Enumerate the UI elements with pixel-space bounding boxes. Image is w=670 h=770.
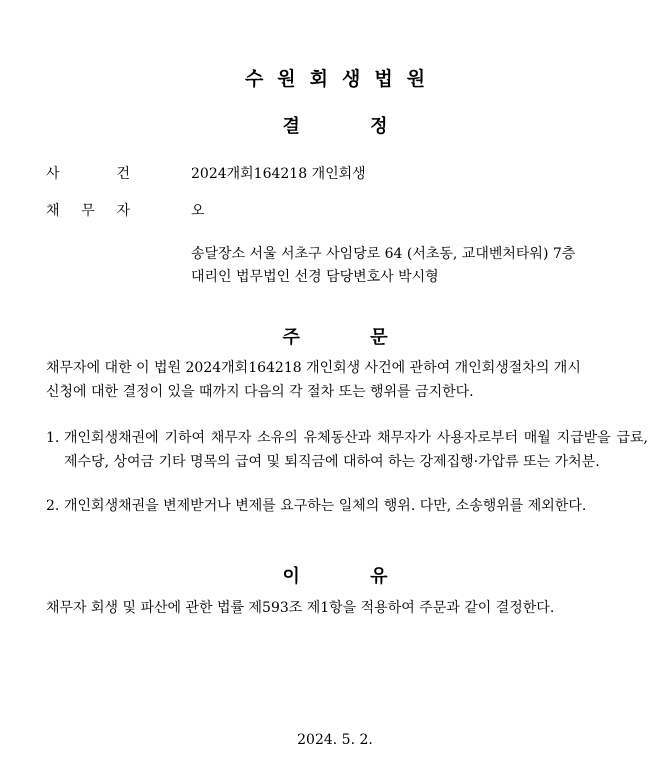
decision-title-right: 정 xyxy=(370,116,388,137)
case-label-char: 사 xyxy=(46,166,60,182)
debtor-label-char: 자 xyxy=(116,203,130,219)
order-heading-right: 문 xyxy=(370,327,388,348)
order-item-1 xyxy=(46,426,648,474)
reason-text: 채무자 회생 및 파산에 관한 법률 제593조 제1항을 적용하여 주문과 같이 결정한다. xyxy=(46,600,555,616)
reason-heading-right: 유 xyxy=(370,566,388,587)
debtor-label-char: 채 xyxy=(46,203,60,219)
reason-heading xyxy=(0,562,670,588)
representative: 대리인 법무법인 선경 담당변호사 박시형 xyxy=(191,269,439,285)
order-item-number: 1. xyxy=(46,430,60,446)
order-heading-left: 주 xyxy=(282,327,300,348)
reason-heading-left: 이 xyxy=(282,566,300,587)
case-label xyxy=(46,163,130,183)
debtor-label-char: 무 xyxy=(81,203,95,219)
debtor-name: 오 xyxy=(191,203,205,219)
decision-date: 2024. 5. 2. xyxy=(297,732,373,748)
order-item-2 xyxy=(46,494,648,518)
service-address: 송달장소 서울 서초구 사임당로 64 (서초동, 교대벤처타워) 7층 xyxy=(191,246,576,262)
order-heading xyxy=(0,323,670,349)
court-name: 수원회생법원 xyxy=(244,68,440,90)
debtor-label xyxy=(46,200,130,220)
decision-title-left: 결 xyxy=(282,116,300,137)
order-item-text: 개인회생채권을 변제받거나 변제를 요구하는 일체의 행위. 다만, 소송행위를 제외한다. xyxy=(64,498,587,514)
order-intro-line-2: 신청에 대한 결정이 있을 때까지 다음의 각 절차 또는 행위를 금지한다. xyxy=(46,384,474,400)
order-item-number: 2. xyxy=(46,498,60,514)
order-item-text: 개인회생채권에 기하여 채무자 소유의 유체동산과 채무자가 사용자로부터 매월 지급받을 급료, 제수당, 상여금 기타 명목의 급여 및 퇴직금에 대하여 하는 강제집행·가압류 또는 가처분. xyxy=(64,430,648,470)
order-intro-line-1: 채무자에 대한 이 법원 2024개회164218 개인회생 사건에 관하여 개인회생절차의 개시 xyxy=(46,360,581,376)
case-number: 2024개회164218 개인회생 xyxy=(191,166,366,182)
case-label-char: 건 xyxy=(116,166,130,182)
decision-title xyxy=(0,112,670,138)
